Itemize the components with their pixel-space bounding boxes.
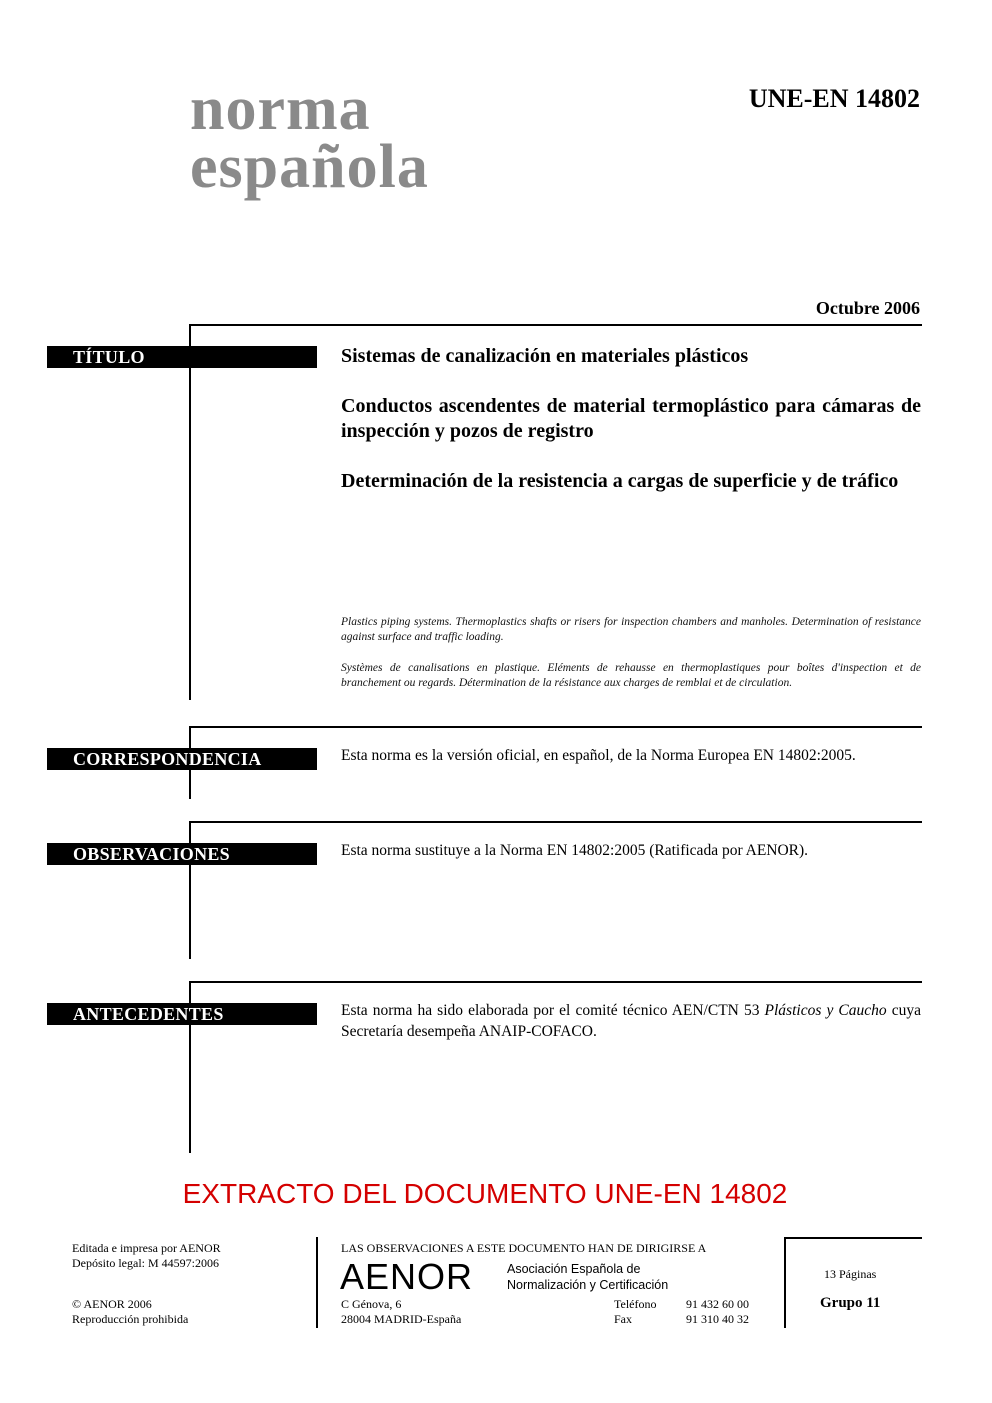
footer-box-top-rule <box>784 1237 922 1239</box>
standard-code: UNE-EN 14802 <box>748 84 920 113</box>
titulo-left-rule <box>189 324 191 700</box>
title-english: Plastics piping systems. Thermoplastics shafts or risers for inspection chambers and manholes. Determination of resistance against surface and traffic loading. <box>341 616 921 643</box>
footer-deposit: Depósito legal: M 44597:2006 <box>72 1256 219 1270</box>
footer-reproduction: Reproducción prohibida <box>72 1312 189 1326</box>
footer-address-2: 28004 MADRID-España <box>341 1312 462 1326</box>
footer-copyright: © AENOR 2006 <box>72 1297 152 1311</box>
antecedentes-text <box>341 1000 921 1042</box>
brand-title <box>190 75 429 201</box>
correspondencia-text: Esta norma es la versión oficial, en español, de la Norma Europea EN 14802:2005. <box>341 747 856 764</box>
footer-divider-left <box>316 1237 318 1328</box>
observaciones-text: Esta norma sustituye a la Norma EN 14802:2005 (Ratificada por AENOR). <box>341 842 809 859</box>
title-spanish-3: Determinación de la resistencia a cargas de superficie y de tráfico <box>341 470 899 492</box>
correspondencia-label: CORRESPONDENCIA <box>47 748 317 770</box>
titulo-label: TÍTULO <box>47 346 317 368</box>
antecedentes-text-part-1: Esta norma ha sido elaborada por el comité técnico AEN/CTN 53 <box>341 1002 765 1019</box>
footer-observations-notice: LAS OBSERVACIONES A ESTE DOCUMENTO HAN DE DIRIGIRSE A <box>341 1241 707 1255</box>
footer-phone: 91 432 60 00 <box>686 1297 749 1311</box>
correspondencia-top-rule <box>189 726 922 728</box>
antecedentes-text-part-2: cuya Secretaría desempeña ANAIP-COFACO. <box>341 1002 921 1040</box>
publication-date: Octubre 2006 <box>815 298 920 318</box>
title-french: Systèmes de canalisations en plastique. Eléments de rehausse en thermoplastiques pour boîtes d'inspection et de branchement ou regards. Détermination de la résistance aux charges de remblai et de circulation. <box>341 662 921 689</box>
aenor-name-1: Asociación Española de <box>507 1262 641 1276</box>
aenor-logo: AENOR <box>340 1256 474 1297</box>
footer-pages: 13 Páginas <box>824 1267 877 1281</box>
titulo-top-rule <box>189 324 922 326</box>
committee-name: Plásticos y Caucho <box>764 1002 887 1019</box>
footer-fax: 91 310 40 32 <box>686 1312 749 1326</box>
observaciones-left-rule <box>189 821 191 959</box>
antecedentes-label: ANTECEDENTES <box>47 1003 317 1025</box>
footer-address-1: C Génova, 6 <box>341 1297 402 1311</box>
title-spanish-1: Sistemas de canalización en materiales plásticos <box>341 345 749 367</box>
brand-line-2: española <box>190 133 429 201</box>
observaciones-top-rule <box>189 821 922 823</box>
footer-phone-label: Teléfono <box>614 1297 657 1311</box>
antecedentes-top-rule <box>189 981 922 983</box>
brand-line-1: norma <box>190 75 371 143</box>
footer-edited: Editada e impresa por AENOR <box>72 1241 221 1255</box>
extract-watermark: EXTRACTO DEL DOCUMENTO UNE-EN 14802 <box>182 1178 788 1209</box>
aenor-name-2: Normalización y Certificación <box>507 1278 669 1292</box>
title-spanish-2: Conductos ascendentes de material termoplástico para cámaras de inspección y pozos de registro <box>341 395 921 442</box>
footer-divider-right <box>784 1237 786 1328</box>
footer-fax-label: Fax <box>614 1312 632 1326</box>
footer-group: Grupo 11 <box>820 1295 881 1311</box>
observaciones-label: OBSERVACIONES <box>47 843 317 865</box>
